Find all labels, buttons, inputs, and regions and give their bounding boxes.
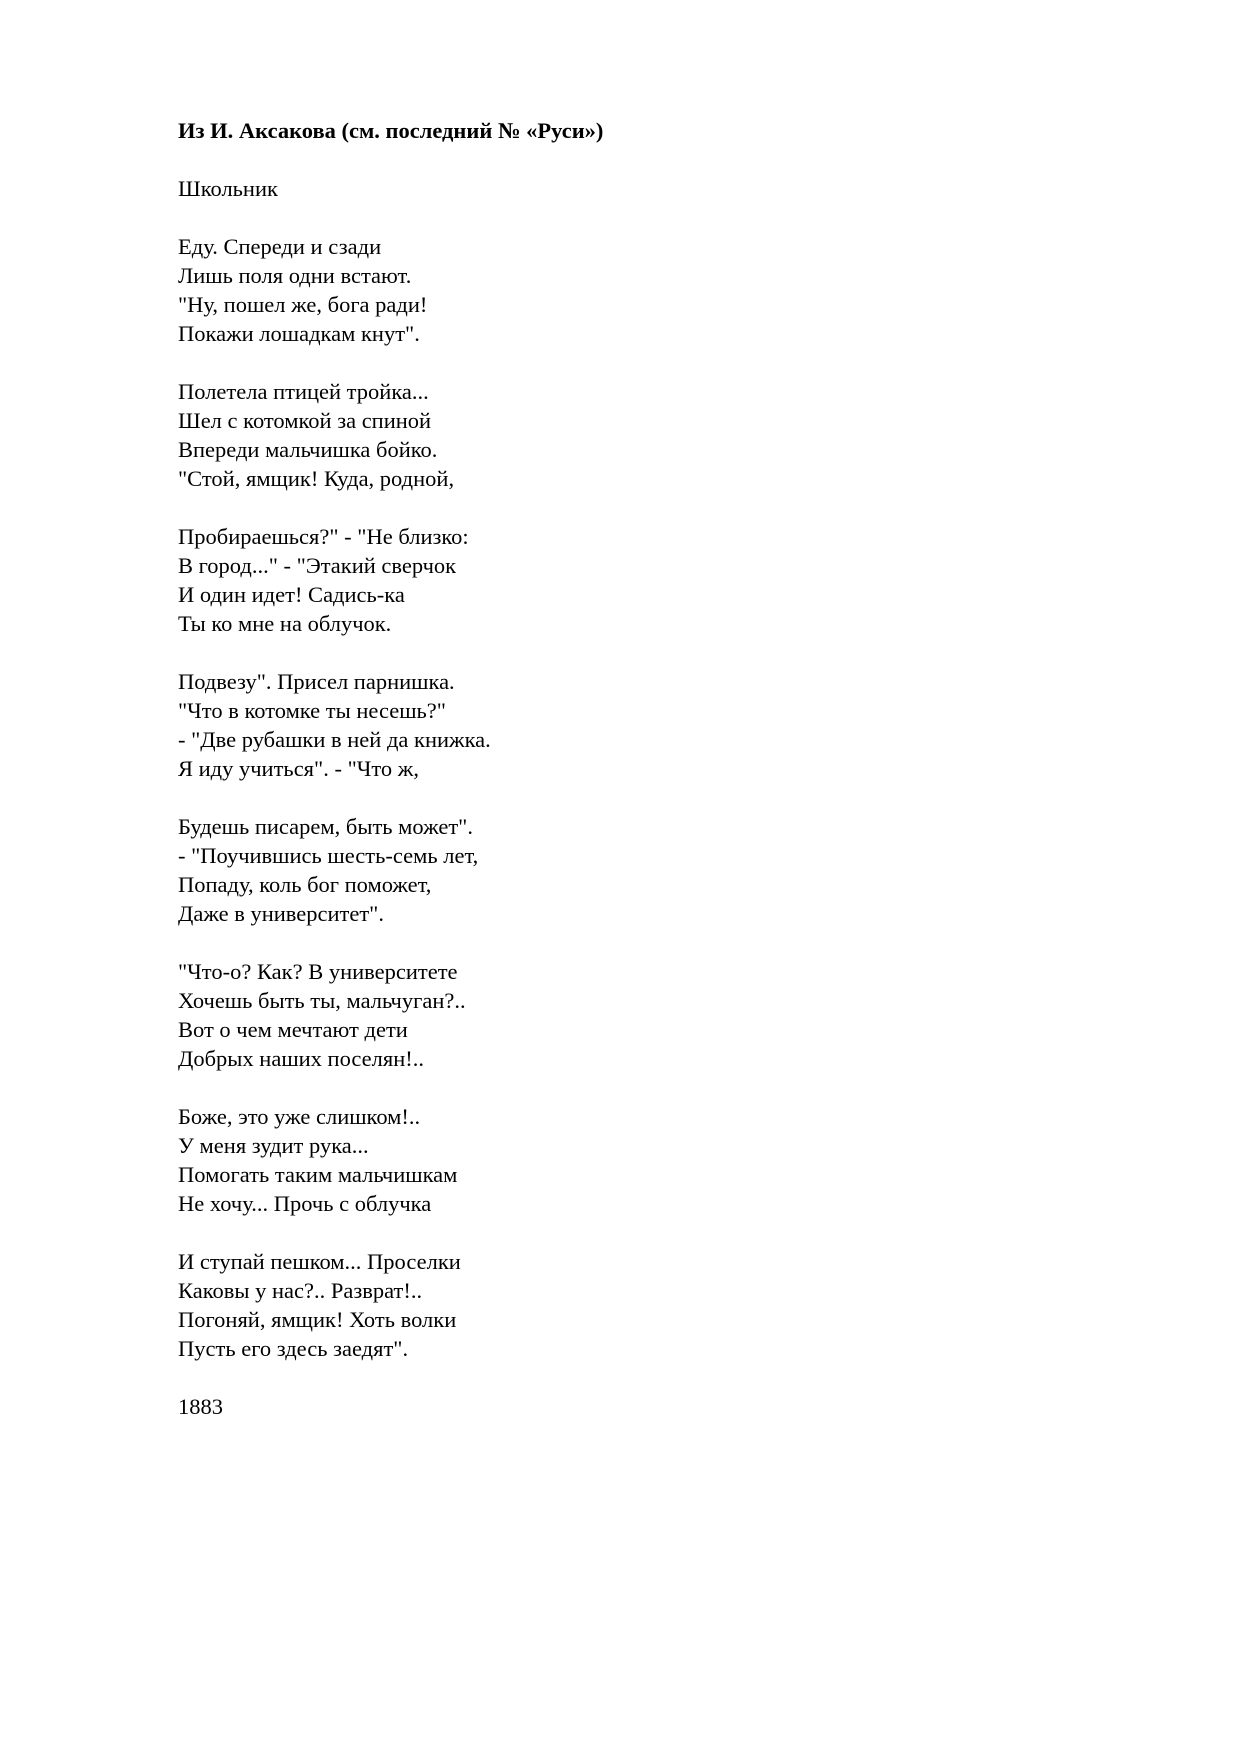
poem-line: Каковы у нас?.. Разврат!.. (178, 1278, 423, 1303)
poem-line: Добрых наших поселян!.. (178, 1046, 425, 1071)
poem-line: Хочешь быть ты, мальчуган?.. (178, 988, 466, 1013)
poem-line: Еду. Спереди и сзади (178, 234, 382, 259)
poem-line: "Стой, ямщик! Куда, родной, (178, 466, 455, 491)
poem-title: Школьник (178, 176, 278, 201)
poem-line: - "Поучившись шесть-семь лет, (178, 843, 479, 868)
poem-line: Вот о чем мечтают дети (178, 1017, 408, 1042)
poem-line: - "Две рубашки в ней да книжка. (178, 727, 491, 752)
poem-line: Лишь поля одни встают. (178, 263, 412, 288)
poem-line: Ты ко мне на облучок. (178, 611, 392, 636)
stanza (178, 1247, 1138, 1363)
document-title: Из И. Аксакова (см. последний № «Руси») (178, 118, 604, 143)
poem-line: Погоняй, ямщик! Хоть волки (178, 1307, 457, 1332)
poem-line: Боже, это уже слишком!.. (178, 1104, 421, 1129)
document-page (178, 116, 1138, 1421)
poem-line: Я иду учиться". - "Что ж, (178, 756, 419, 781)
stanza (178, 957, 1138, 1073)
poem-line: У меня зудит рука... (178, 1133, 369, 1158)
poem-line: Будешь писарем, быть может". (178, 814, 473, 839)
poem-line: Подвезу". Присел парнишка. (178, 669, 455, 694)
poem-line: "Ну, пошел же, бога ради! (178, 292, 428, 317)
poem-line: "Что-о? Как? В университете (178, 959, 458, 984)
stanza (178, 377, 1138, 493)
stanza (178, 1102, 1138, 1218)
poem-body (178, 232, 1138, 1363)
poem-line: "Что в котомке ты несешь?" (178, 698, 446, 723)
stanza (178, 232, 1138, 348)
poem-line: Полетела птицей тройка... (178, 379, 429, 404)
poem-line: В город..." - "Этакий сверчок (178, 553, 457, 578)
poem-line: Не хочу... Прочь с облучка (178, 1191, 432, 1216)
poem-line: Шел с котомкой за спиной (178, 408, 432, 433)
stanza (178, 522, 1138, 638)
stanza (178, 812, 1138, 928)
poem-line: Помогать таким мальчишкам (178, 1162, 458, 1187)
stanza (178, 667, 1138, 783)
poem-line: Впереди мальчишка бойко. (178, 437, 438, 462)
poem-line: Пробираешься?" - "Не близко: (178, 524, 469, 549)
poem-line: Попаду, коль бог поможет, (178, 872, 432, 897)
poem-line: И ступай пешком... Проселки (178, 1249, 461, 1274)
poem-year: 1883 (178, 1394, 223, 1419)
poem-line: Покажи лошадкам кнут". (178, 321, 420, 346)
poem-line: Даже в университет". (178, 901, 384, 926)
poem-line: Пусть его здесь заедят". (178, 1336, 409, 1361)
poem-line: И один идет! Садись-ка (178, 582, 405, 607)
